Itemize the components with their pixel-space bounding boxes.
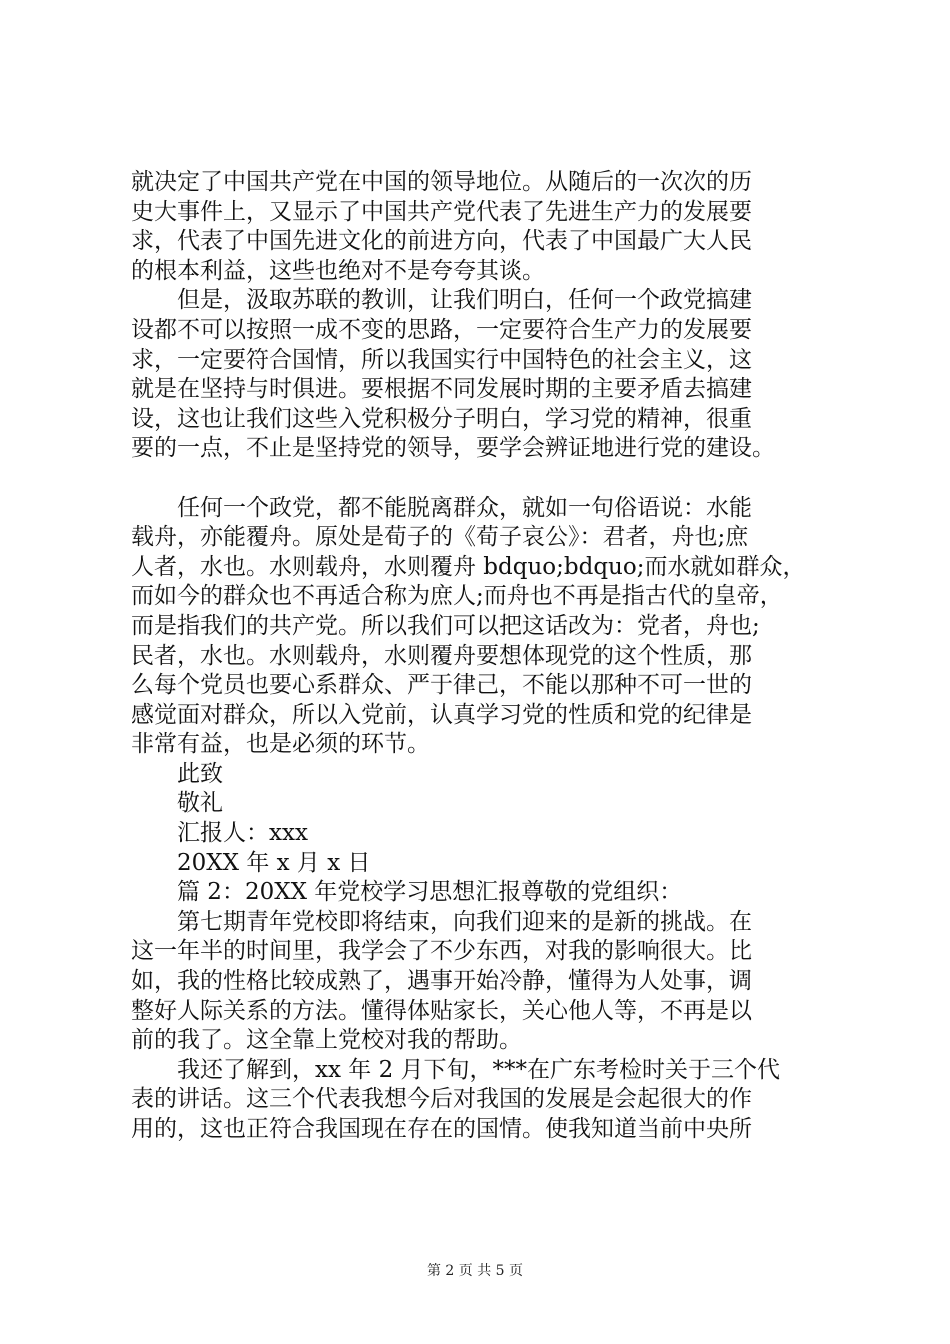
- text-line: 前的我了。这全靠上党校对我的帮助。: [131, 1027, 522, 1054]
- text-line: 汇报人：xxx: [131, 820, 308, 847]
- text-line: 此致: [131, 760, 223, 787]
- text-line: 表的讲话。这三个代表我想今后对我国的发展是会起很大的作: [131, 1086, 752, 1113]
- text-line: 任何一个政党，都不能脱离群众，就如一句俗语说：水能: [131, 494, 752, 521]
- text-line: 如，我的性格比较成熟了，遇事开始冷静，懂得为人处事，调: [131, 968, 752, 995]
- text-line: 而是指我们的共产党。所以我们可以把这话改为：党者，舟也;: [131, 612, 760, 639]
- page-indicator: 第 2 页 共 5 页: [426, 1263, 524, 1279]
- text-line: 求，代表了中国先进文化的前进方向，代表了中国最广大人民: [131, 228, 752, 255]
- text-line: 的根本利益，这些也绝对不是夸夸其谈。: [131, 257, 545, 284]
- text-line: 设，这也让我们这些入党积极分子明白，学习党的精神，很重: [131, 405, 752, 432]
- text-line: 史大事件上，又显示了中国共产党代表了先进生产力的发展要: [131, 198, 752, 225]
- text-line: 20XX 年 x 月 x 日: [131, 849, 371, 876]
- text-line: 么每个党员也要心系群众、严于律己，不能以那种不可一世的: [131, 672, 752, 699]
- text-line: 人者，水也。水则载舟，水则覆舟 bdquo;bdquo;而水就如群众，: [131, 553, 806, 580]
- text-line: 就是在坚持与时俱进。要根据不同发展时期的主要矛盾去搞建: [131, 376, 752, 403]
- text-line: 要的一点，不止是坚持党的领导，要学会辨证地进行党的建设。: [131, 435, 775, 462]
- paragraph-spacer: [131, 464, 861, 494]
- page-footer: [0, 1262, 950, 1280]
- text-line: 求，一定要符合国情，所以我国实行中国特色的社会主义，这: [131, 346, 752, 373]
- text-line: 但是，汲取苏联的教训，让我们明白，任何一个政党搞建: [131, 287, 752, 314]
- text-line: 设都不可以按照一成不变的思路，一定要符合生产力的发展要: [131, 316, 752, 343]
- document-body: [131, 168, 861, 1145]
- text-line: 这一年半的时间里，我学会了不少东西，对我的影响很大。比: [131, 938, 752, 965]
- text-line: 用的，这也正符合我国现在存在的国情。使我知道当前中央所: [131, 1116, 752, 1142]
- text-line: 篇 2：20XX 年党校学习思想汇报尊敬的党组织：: [131, 879, 683, 906]
- text-line: 就决定了中国共产党在中国的领导地位。从随后的一次次的历: [131, 169, 752, 195]
- text-line: 民者，水也。水则载舟，水则覆舟要想体现党的这个性质，那: [131, 642, 752, 669]
- text-line: 非常有益，也是必须的环节。: [131, 731, 430, 758]
- text-line: 载舟，亦能覆舟。原处是荀子的《荀子哀公》：君者，舟也;庶: [131, 524, 749, 551]
- text-line: 整好人际关系的方法。懂得体贴家长，关心他人等，不再是以: [131, 997, 752, 1024]
- text-line: 我还了解到，xx 年 2 月下旬，***在广东考检时关于三个代: [131, 1056, 781, 1083]
- text-line: 感觉面对群众，所以入党前，认真学习党的性质和党的纪律是: [131, 701, 752, 728]
- text-line: 敬礼: [131, 790, 223, 817]
- text-line: 而如今的群众也不再适合称为庶人;而舟也不再是指古代的皇帝，: [131, 583, 783, 610]
- text-line: 第七期青年党校即将结束，向我们迎来的是新的挑战。在: [131, 908, 752, 935]
